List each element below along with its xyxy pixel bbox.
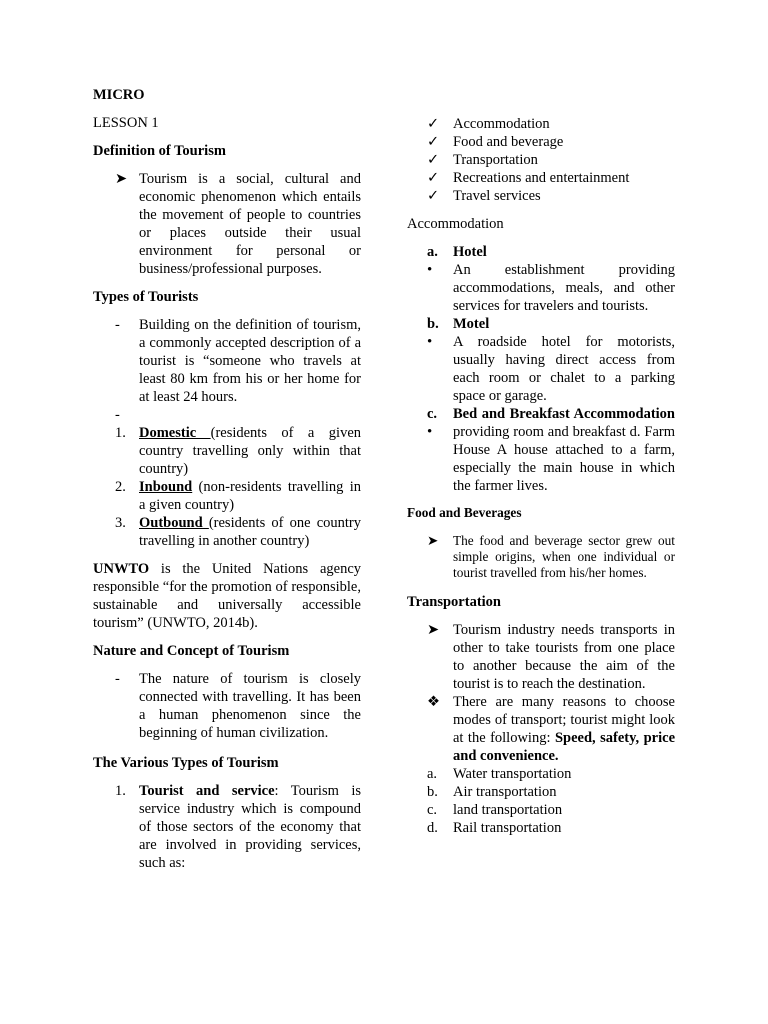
tourist-type-desc: (residents of a given country travelling only within that country) (139, 425, 361, 477)
tourist-type-desc: (residents of one country travelling in another country) (139, 515, 361, 549)
checkmark-icon: ✓ (427, 170, 440, 186)
checklist-label: Travel services (453, 188, 541, 204)
list-number: 1. (115, 783, 126, 799)
unwto-term: UNWTO (93, 561, 150, 577)
various-item (115, 782, 362, 872)
tourist-type-outbound (115, 514, 361, 550)
checklist-label: Transportation (453, 152, 538, 168)
list-number: 2. (115, 479, 126, 495)
checklist-item (427, 151, 675, 169)
list-number: 3. (115, 515, 126, 531)
bb-label-item (427, 405, 675, 423)
various-heading: The Various Types of Tourism (93, 755, 279, 771)
hotel-desc-item (453, 261, 675, 315)
dash-bullet: - (115, 407, 120, 423)
transport-mode (427, 765, 675, 783)
checkmark-icon: ✓ (427, 188, 440, 204)
food-item (427, 533, 675, 581)
list-letter: a. (427, 766, 438, 782)
types-item (115, 316, 361, 406)
bullet-dot-icon (427, 333, 432, 351)
doc-title: MICRO (93, 87, 145, 103)
checkmark-icon: ✓ (427, 116, 440, 132)
tourist-type-term: Outbound (139, 515, 209, 531)
checklist-label: Recreations and entertainment (453, 170, 630, 186)
tourist-type-domestic (115, 424, 361, 478)
list-letter: b. (427, 784, 438, 800)
checklist-item (427, 187, 675, 205)
motel-term: Motel (453, 316, 490, 332)
checklist-label: Accommodation (453, 116, 550, 132)
types-heading: Types of Tourists (93, 289, 199, 305)
lesson-label: LESSON 1 (93, 115, 159, 131)
hotel-label-item (427, 243, 675, 261)
list-letter: b. (427, 316, 439, 332)
bb-text: providing room and breakfast d. Farm House A house attached to a farm, especially the main house in which the farmer lives. (453, 424, 675, 494)
checkmark-icon: ✓ (427, 152, 440, 168)
arrow-bullet-icon: ➤ (427, 622, 440, 638)
checklist-item (427, 169, 675, 187)
nature-item (115, 670, 361, 742)
list-letter: d. (427, 820, 438, 836)
transportation-heading: Transportation (407, 594, 501, 610)
food-text: The food and beverage sector grew out simple origins, when one individual or tourist travelled from his/her homes. (453, 533, 675, 580)
dash-bullet: - (115, 671, 120, 687)
nature-text: The nature of tourism is closely connected with travelling. It has been a human phenomenon since the beginning of human civilization. (139, 671, 361, 741)
accommodation-heading: Accommodation (407, 216, 504, 232)
transport-factors: Speed, safety, price and convenience. (453, 730, 676, 764)
transport-text-2: There are many reasons to choose modes of transport; tourist might look at the following: (453, 694, 675, 746)
list-letter: a. (427, 244, 438, 260)
definition-heading: Definition of Tourism (93, 143, 226, 159)
unwto-paragraph (93, 560, 361, 632)
bb-desc-item (453, 423, 675, 495)
right-column (407, 115, 675, 837)
empty-dash-item (115, 406, 361, 424)
list-letter: c. (427, 406, 438, 422)
checklist-item (427, 133, 675, 151)
dash-bullet: - (115, 317, 120, 333)
list-number: 1. (115, 425, 126, 441)
tourist-type-term: Inbound (139, 479, 193, 495)
tourist-type-term: Domestic (139, 425, 211, 441)
list-letter: c. (427, 802, 438, 818)
arrow-bullet-icon: ➤ (115, 171, 128, 187)
transport-mode-text: Rail transportation (453, 820, 562, 836)
diamond-bullet-icon: ❖ (427, 694, 440, 710)
types-text: Building on the definition of tourism, a commonly accepted description of a tourist is “someone who travels at least 80 km from his or her home for at least 24 hours. (139, 317, 361, 405)
bullet-dot-icon (427, 261, 432, 279)
transport-item-1 (427, 621, 675, 693)
motel-label-item (427, 315, 675, 333)
motel-text: A roadside hotel for motorists, usually having direct access from each room or chalet to a parking space or garage. (453, 334, 675, 404)
left-column (93, 86, 361, 872)
various-term: Tourist and service (139, 783, 275, 799)
bb-term: Bed and Breakfast Accommodation (453, 406, 675, 422)
transport-mode (427, 783, 675, 801)
tourist-type-desc: (non-residents travelling in a given country) (139, 479, 361, 513)
hotel-text: An establishment providing accommodations, meals, and other services for travelers and tourists. (453, 262, 675, 314)
various-text: : Tourism is service industry which is compound of those sectors of the economy that are involved in providing services, such as: (139, 783, 362, 871)
transport-mode (427, 819, 675, 837)
definition-text: Tourism is a social, cultural and economic phenomenon which entails the movement of people to countries or places outside their usual environment for personal or business/professional purposes. (139, 171, 361, 277)
arrow-bullet-icon: ➤ (427, 533, 439, 548)
tourist-type-inbound (115, 478, 361, 514)
transport-item-2 (427, 693, 676, 765)
definition-item (115, 170, 361, 278)
motel-desc-item (453, 333, 675, 405)
transport-mode-text: land transportation (453, 802, 563, 818)
hotel-term: Hotel (453, 244, 487, 260)
transport-mode-text: Air transportation (453, 784, 557, 800)
bullet-dot-icon (427, 423, 432, 441)
checklist-label: Food and beverage (453, 134, 564, 150)
transport-text-1: Tourism industry needs transports in other to take tourists from one place to another because the aim of the tourist is to reach the destination. (453, 622, 675, 692)
transport-mode-text: Water transportation (453, 766, 572, 782)
nature-heading: Nature and Concept of Tourism (93, 643, 290, 659)
checklist-item (427, 115, 675, 133)
food-heading: Food and Beverages (407, 505, 522, 520)
transport-mode (427, 801, 675, 819)
checkmark-icon: ✓ (427, 134, 440, 150)
unwto-text: is the United Nations agency responsible “for the promotion of responsible, sustainable and universally accessible tourism” (UNWTO, 2014b). (93, 561, 361, 631)
